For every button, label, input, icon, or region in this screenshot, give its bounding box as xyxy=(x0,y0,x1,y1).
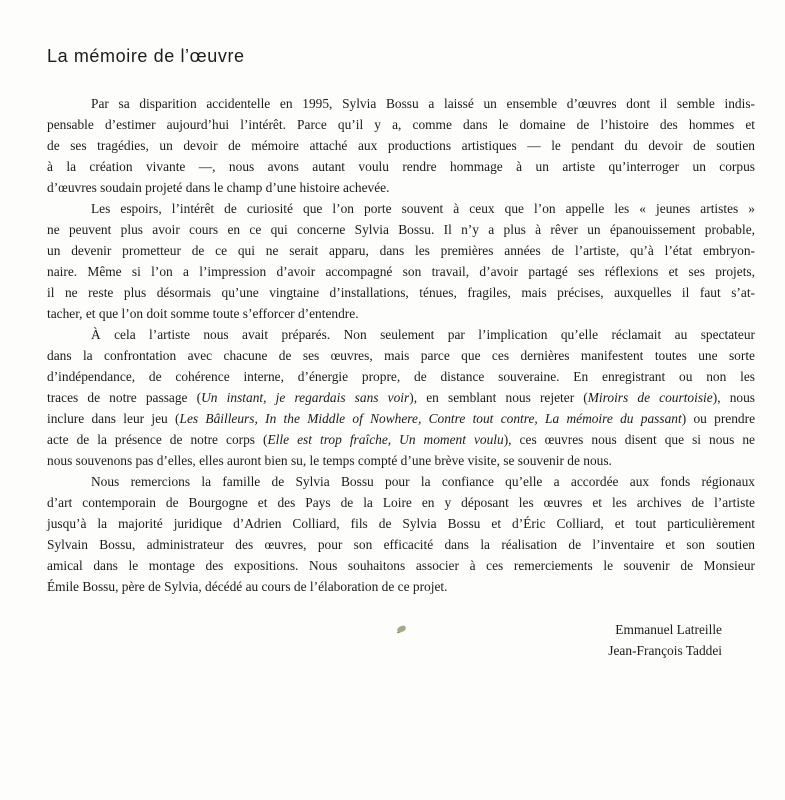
text-segment: à la création vivante —, nous avons autant voulu rendre hommage à un artiste qu’interroger un corpus xyxy=(47,159,755,174)
paragraph xyxy=(47,198,755,324)
paragraph xyxy=(47,471,755,597)
text-line xyxy=(47,366,755,387)
text-line xyxy=(47,198,755,219)
text-line xyxy=(47,555,755,576)
text-segment: acte de la présence de notre corps ( xyxy=(47,432,268,447)
signature-block xyxy=(608,619,722,661)
text-line xyxy=(47,324,755,345)
text-line xyxy=(47,387,755,408)
text-line xyxy=(47,240,755,261)
text-line xyxy=(47,576,755,597)
text-segment: il ne reste plus désormais qu’une vingtaine d’installations, ténues, fragiles, mais précises, auxquelles il faut s’at- xyxy=(47,285,755,300)
text-segment: jusqu’à la majorité juridique d’Adrien Colliard, fils de Sylvia Bossu et d’Éric Colliard, et tout particulièrement xyxy=(47,516,755,531)
text-segment: de ses tragédies, un devoir de mémoire attaché aux productions artistiques — le pendant du devoir de soutien xyxy=(47,138,755,153)
text-line xyxy=(47,114,755,135)
text-segment: d’indépendance, de cohérence interne, d’énergie propre, de distance souveraine. En enregistrant ou non les xyxy=(47,369,755,384)
signature-line: Emmanuel Latreille xyxy=(615,622,722,637)
text-segment: Les espoirs, l’intérêt de curiosité que l’on porte souvent à ceux que l’on appelle les « jeunes artistes » xyxy=(91,201,755,216)
text-line xyxy=(47,408,755,429)
signature-line: Jean-François Taddei xyxy=(608,643,722,658)
text-line xyxy=(47,135,755,156)
text-segment: ) ou prendre xyxy=(681,411,756,426)
text-segment: d’art contemporain de Bourgogne et des Pays de la Loire en y déposant les œuvres et les archives de l’artiste xyxy=(47,495,755,510)
paragraph xyxy=(47,93,755,198)
text-line xyxy=(47,471,755,492)
text-segment: ), en semblant nous rejeter ( xyxy=(409,390,588,405)
text-line xyxy=(47,492,755,513)
text-segment: d’œuvres soudain projeté dans le champ d’une histoire achevée. xyxy=(47,180,390,195)
text-segment: Par sa disparition accidentelle en 1995, Sylvia Bossu a laissé un ensemble d’œuvres dont il semble indis- xyxy=(91,96,755,111)
text-line xyxy=(47,282,755,303)
text-segment: un devenir prometteur de ce qui ne serait apparu, dans les premières années de l’artiste, qu’à l’état embryon- xyxy=(47,243,755,258)
text-line xyxy=(47,345,755,366)
text-segment: nous souvenons pas d’elles, elles auront bien su, le temps compté d’une brève visite, se souvenir de nous. xyxy=(47,453,612,468)
paragraph xyxy=(47,324,755,471)
work-title-italic: Un instant, je regardais sans voir xyxy=(201,390,410,405)
work-title-italic: Miroirs de courtoisie xyxy=(587,390,713,405)
text-line xyxy=(47,261,755,282)
text-line xyxy=(47,156,755,177)
text-segment: inclure dans leur jeu ( xyxy=(47,411,180,426)
text-line xyxy=(47,177,755,198)
text-segment: ), nous xyxy=(712,390,755,405)
text-segment: ), ces œuvres nous disent que si nous ne xyxy=(503,432,755,447)
text-line xyxy=(47,534,755,555)
text-segment: tacher, et que l’on doit somme toute s’efforcer d’entendre. xyxy=(47,306,359,321)
text-segment: ne peuvent plus avoir cours en ce qui concerne Sylvia Bossu. Il n’y a plus à rêver un épanouissement probable, xyxy=(47,222,755,237)
text-line xyxy=(47,513,755,534)
text-line xyxy=(47,303,755,324)
text-line xyxy=(47,93,755,114)
text-segment: À cela l’artiste nous avait préparés. Non seulement par l’implication qu’elle réclamait au spectateur xyxy=(91,327,755,342)
work-title-italic: Les Bâilleurs, In the Middle of Nowhere, Contre tout contre, La mémoire du passant xyxy=(179,411,682,426)
text-segment: Émile Bossu, père de Sylvia, décédé au cours de l’élaboration de ce projet. xyxy=(47,579,448,594)
text-segment: traces de notre passage ( xyxy=(47,390,202,405)
work-title-italic: Elle est trop fraîche, Un moment voulu xyxy=(267,432,504,447)
text-line xyxy=(47,219,755,240)
text-segment: dans la confrontation avec chacune de ses œuvres, mais parce que ces dernières manifestent toutes une sorte xyxy=(47,348,755,363)
text-segment: amical dans le montage des expositions. Nous souhaitons associer à ces remerciements le souvenir de Monsieur xyxy=(47,558,755,573)
text-line xyxy=(47,429,755,450)
scan-speck-mark xyxy=(396,625,406,633)
text-block xyxy=(47,93,755,597)
text-line xyxy=(47,450,755,471)
text-segment: Nous remercions la famille de Sylvia Bossu pour la confiance qu’elle a accordée aux fonds régionaux xyxy=(91,474,755,489)
page-title: La mémoire de l’œuvre xyxy=(47,46,245,66)
text-segment: pensable d’estimer aujourd’hui l’intérêt. Parce qu’il y a, comme dans le domaine de l’histoire des hommes et xyxy=(47,117,755,132)
text-segment: naire. Même si l’on a l’impression d’avoir accompagné son travail, d’avoir partagé ses réflexions et ses projets, xyxy=(47,264,755,279)
text-segment: Sylvain Bossu, administrateur des œuvres, pour son efficacité dans la réalisation de l’inventaire et son soutien xyxy=(47,537,755,552)
